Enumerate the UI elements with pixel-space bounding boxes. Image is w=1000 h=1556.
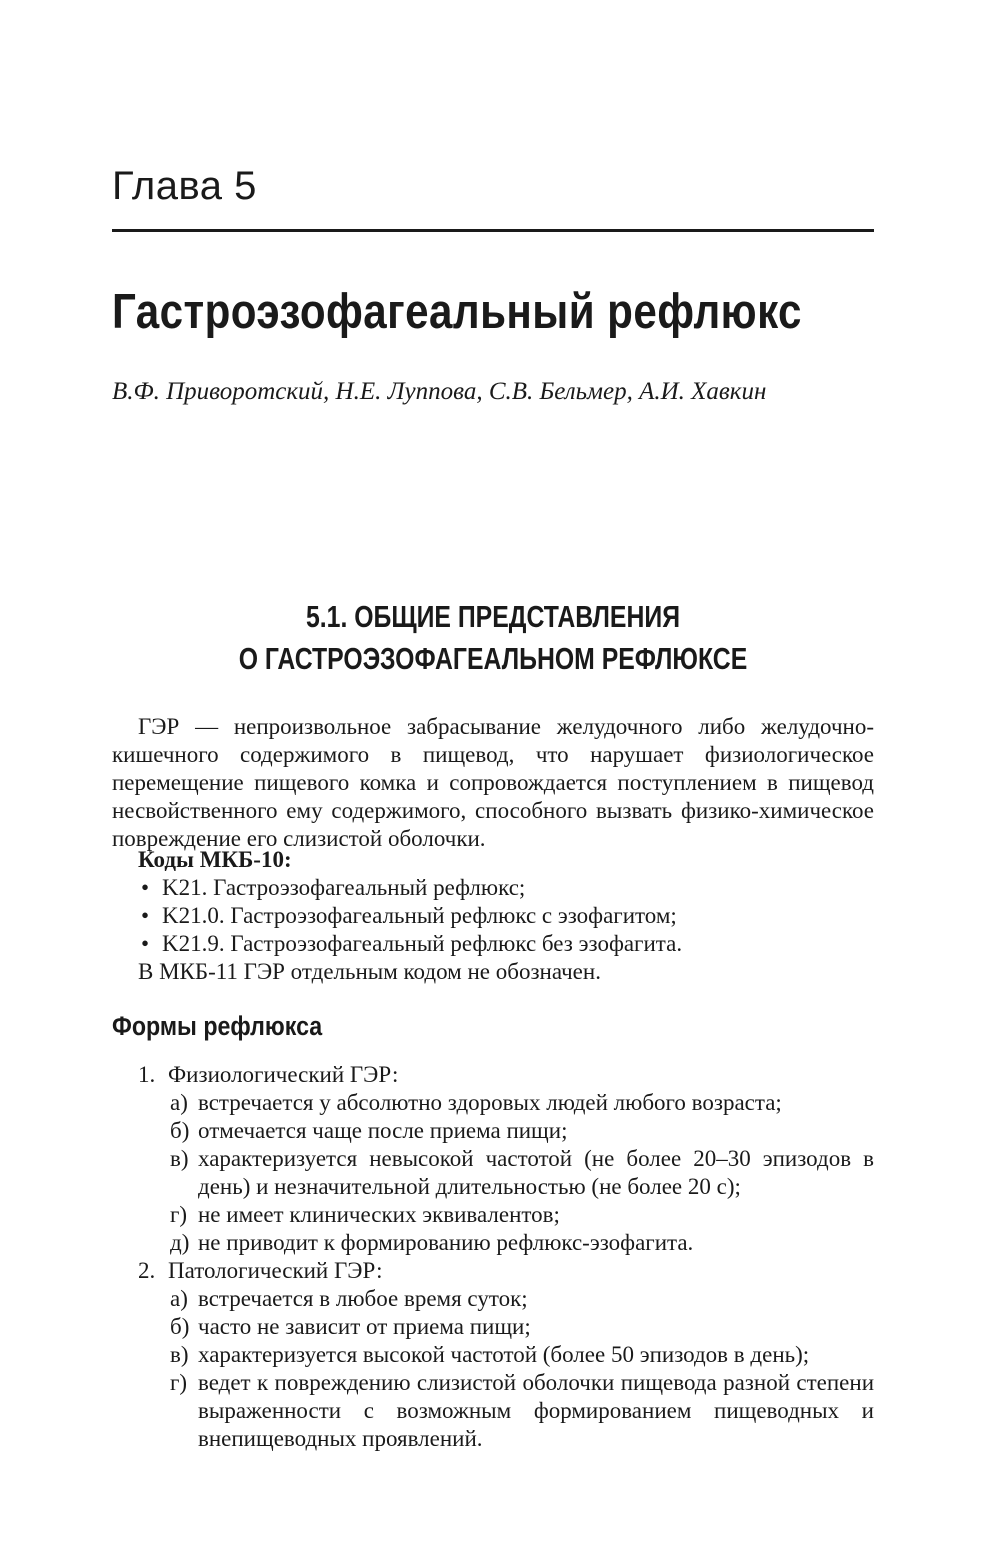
form-point	[112, 1229, 874, 1257]
point-letter: а)	[170, 1090, 188, 1115]
form-number: 2.	[138, 1258, 156, 1283]
chapter-label: Глава 5	[112, 164, 257, 208]
icd-code-item	[112, 902, 874, 930]
bullet-icon: •	[141, 875, 150, 900]
icd-code-text: K21.0. Гастроэзофагеальный рефлюкс с эзофагитом;	[162, 903, 677, 928]
form-title: Патологический ГЭР:	[168, 1258, 383, 1283]
icd-note: В МКБ-11 ГЭР отдельным кодом не обозначен.	[138, 959, 601, 984]
form-head	[112, 1061, 874, 1089]
bullet-icon: •	[141, 903, 150, 928]
point-text: встречается у абсолютно здоровых людей любого возраста;	[198, 1090, 782, 1115]
section-heading-line-2: О ГАСТРОЭЗОФАГЕАЛЬНОМ РЕФЛЮКСЕ	[238, 641, 748, 676]
point-text: характеризуется высокой частотой (более 50 эпизодов в день);	[198, 1342, 810, 1367]
point-letter: б)	[170, 1314, 190, 1339]
point-letter: а)	[170, 1286, 188, 1311]
point-letter: г)	[170, 1370, 188, 1395]
icd-code-text: K21.9. Гастроэзофагеальный рефлюкс без эзофагита.	[162, 931, 683, 956]
point-text: ведет к повреждению слизистой оболочки пищевода разной степени выраженности с возможным формированием пищеводных и внепищеводных проявлений.	[198, 1370, 874, 1451]
forms-list	[112, 1061, 874, 1453]
form-point	[112, 1369, 874, 1453]
chapter-divider	[112, 229, 874, 232]
form-point	[112, 1145, 874, 1201]
chapter-title: Гастроэзофагеальный рефлюкс	[112, 285, 802, 339]
icd-code-item	[112, 930, 874, 958]
icd-codes-block	[112, 846, 874, 986]
form-point	[112, 1089, 874, 1117]
icd-code-text: K21. Гастроэзофагеальный рефлюкс;	[162, 875, 526, 900]
point-letter: в)	[170, 1146, 189, 1171]
icd-code-item	[112, 874, 874, 902]
point-text: не имеет клинических эквивалентов;	[198, 1202, 560, 1227]
form-number: 1.	[138, 1062, 156, 1087]
form-point	[112, 1341, 874, 1369]
point-letter: б)	[170, 1118, 190, 1143]
point-letter: г)	[170, 1202, 188, 1227]
form-item-pathological	[112, 1257, 874, 1453]
form-points	[112, 1285, 874, 1453]
forms-heading: Формы рефлюкса	[112, 1011, 323, 1041]
form-item-physiological	[112, 1061, 874, 1257]
form-points	[112, 1089, 874, 1257]
point-letter: д)	[170, 1230, 190, 1255]
form-title: Физиологический ГЭР:	[168, 1062, 399, 1087]
section-heading	[112, 596, 874, 680]
form-head	[112, 1257, 874, 1285]
form-point	[112, 1313, 874, 1341]
point-text: не приводит к формированию рефлюкс-эзофагита.	[198, 1230, 694, 1255]
icd-codes-list	[112, 874, 874, 958]
section-heading-line-1: 5.1. ОБЩИЕ ПРЕДСТАВЛЕНИЯ	[305, 599, 681, 634]
form-point	[112, 1201, 874, 1229]
point-letter: в)	[170, 1342, 189, 1367]
point-text: отмечается чаще после приема пищи;	[198, 1118, 568, 1143]
point-text: характеризуется невысокой частотой (не более 20–30 эпизодов в день) и незначительной длительностью (не более 20 с);	[198, 1146, 874, 1199]
icd-codes-title: Коды МКБ-10:	[138, 847, 292, 872]
bullet-icon: •	[141, 931, 150, 956]
form-point	[112, 1117, 874, 1145]
chapter-authors: В.Ф. Приворотский, Н.Е. Луппова, С.В. Бельмер, А.И. Хавкин	[112, 378, 767, 405]
point-text: часто не зависит от приема пищи;	[198, 1314, 531, 1339]
form-point	[112, 1285, 874, 1313]
intro-paragraph: ГЭР — непроизвольное забрасывание желудочного либо желудочно-кишечного содержимого в пищевод, что нарушает физиологическое перемещение пищевого комка и сопровождается поступлением в пищевод несвойственного ему содержимого, способного вызвать физико-химическое повреждение его слизистой оболочки.	[112, 714, 874, 851]
point-text: встречается в любое время суток;	[198, 1286, 528, 1311]
